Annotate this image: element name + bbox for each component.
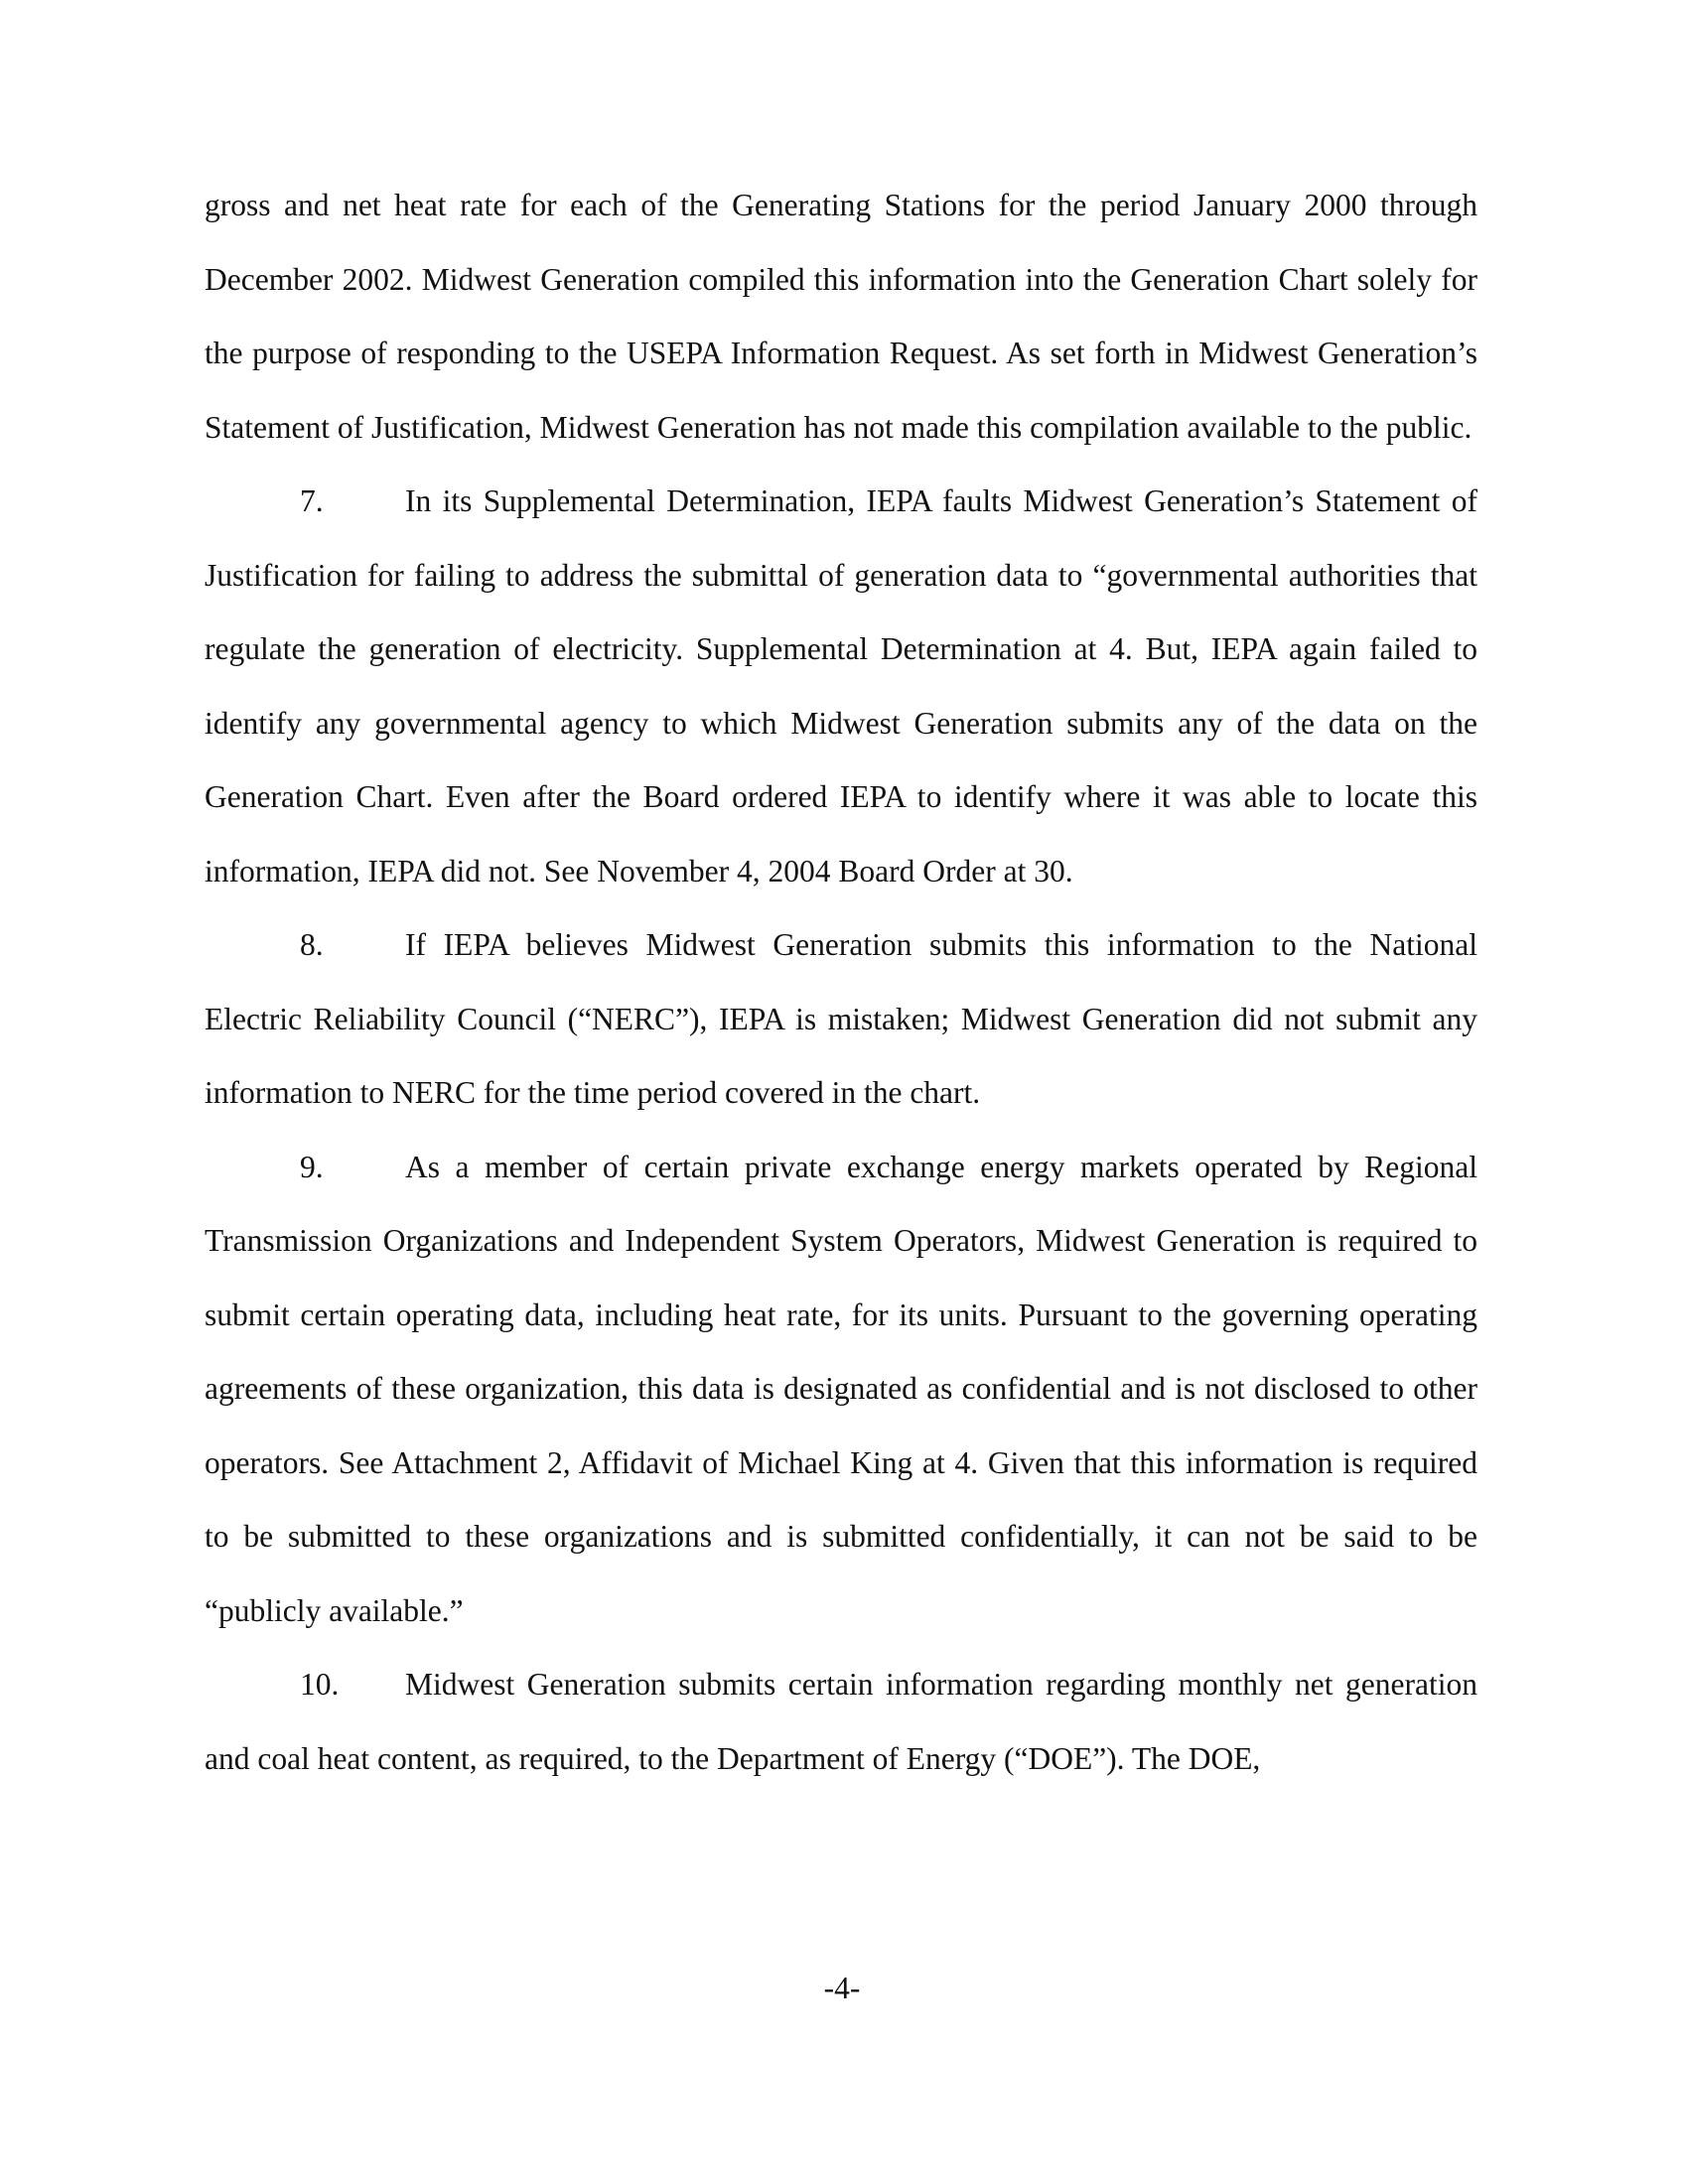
paragraph-9 [205, 1131, 1477, 1649]
paragraph-text: As a member of certain private exchange energy markets operated by Regional Transmission Organizations and Independent System Operators, Midwest Generation is required to submit certain operating data, including heat rate, for its units. Pursuant to the governing operating agreements of these organization, this data is designated as confidential and is not disclosed to other operators. See Attachment 2, Affidavit of Michael King at 4. Given that this information is required to be submitted to these organizations and is submitted confidentially, it can not be said to be “publicly available.” [205, 1149, 1477, 1628]
paragraph-8 [205, 908, 1477, 1131]
paragraph-continuation [205, 169, 1477, 465]
page-number: -4- [823, 1971, 861, 2005]
paragraph-number: 9. [300, 1149, 324, 1184]
paragraph-7 [205, 465, 1477, 908]
paragraph-10 [205, 1648, 1477, 1796]
paragraph-text: In its Supplemental Determination, IEPA faults Midwest Generation’s Statement of Justification for failing to address the submittal of generation data to “governmental authorities that regulate the generation of electricity. Supplemental Determination at 4. But, IEPA again failed to identify any governmental agency to which Midwest Generation submits any of the data on the Generation Chart. Even after the Board ordered IEPA to identify where it was able to locate this information, IEPA did not. See November 4, 2004 Board Order at 30. [205, 483, 1477, 888]
paragraph-number: 7. [300, 483, 324, 518]
paragraph-number: 10. [300, 1667, 340, 1702]
paragraph-text: If IEPA believes Midwest Generation submits this information to the National Electric Reliability Council (“NERC”), IEPA is mistaken; Midwest Generation did not submit any information to NERC for the time period covered in the chart. [205, 927, 1477, 1110]
paragraph-number: 8. [300, 927, 324, 962]
paragraph-text: Midwest Generation submits certain information regarding monthly net generation and coal heat content, as required, to the Department of Energy (“DOE”). The DOE, [205, 1667, 1477, 1776]
document-body [205, 169, 1477, 1796]
paragraph-text: gross and net heat rate for each of the Generating Stations for the period January 2000 through December 2002. Midwest Generation compiled this information into the Generation Chart solely for the purpose of responding to the USEPA Information Request. As set forth in Midwest Generation’s Statement of Justification, Midwest Generation has not made this compilation available to the public. [205, 188, 1477, 445]
